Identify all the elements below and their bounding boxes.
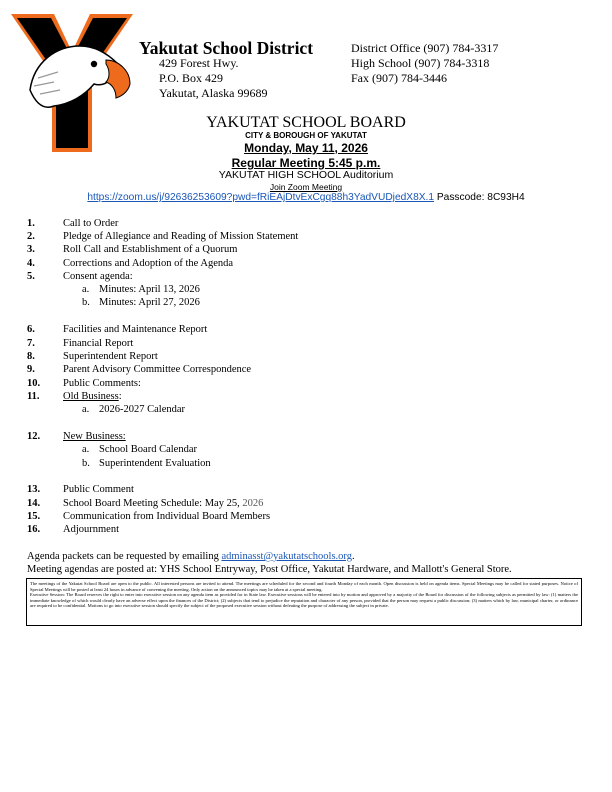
- agenda-text: Call to Order: [63, 218, 119, 229]
- agenda-text: Public Comment: [63, 484, 134, 495]
- agenda-number: 8.: [27, 351, 35, 362]
- email-link[interactable]: adminasst@yakutatschools.org: [221, 551, 352, 562]
- notice-box: [26, 578, 582, 626]
- agenda-number: 4.: [27, 258, 35, 269]
- agenda-text: Communication from Individual Board Members: [63, 511, 271, 522]
- district-name: Yakutat School District: [139, 38, 314, 58]
- subitem-letter: a.: [82, 404, 90, 415]
- fax-number: Fax (907) 784-3446: [351, 71, 447, 85]
- agenda-text: Corrections and Adoption of the Agenda: [63, 258, 234, 269]
- old-business-colon: :: [118, 391, 122, 402]
- address-city: Yakutat, Alaska 99689: [159, 86, 268, 100]
- subitem-letter: a.: [82, 444, 90, 455]
- zoom-passcode: Passcode: 8C93H4: [436, 192, 525, 203]
- agenda-number: 1.: [27, 218, 35, 229]
- subitem-text: School Board Calendar: [99, 444, 197, 455]
- zoom-line: [0, 192, 612, 203]
- agenda-number: 15.: [27, 511, 41, 522]
- agenda-text: Roll Call and Establishment of a Quorum: [63, 244, 238, 255]
- agenda-number: 3.: [27, 244, 35, 255]
- agenda-text: Facilities and Maintenance Report: [63, 324, 208, 335]
- agenda-text: Pledge of Allegiance and Reading of Mission Statement: [63, 231, 299, 242]
- address-street: 429 Forest Hwy.: [159, 56, 239, 70]
- address-po-box: P.O. Box 429: [159, 71, 224, 85]
- agenda-text-old-business: [63, 391, 122, 402]
- zoom-link[interactable]: https://zoom.us/j/92636253609?pwd=fRiEAjDtvExCgq88h3YadVUDjedX8X.1: [87, 192, 435, 203]
- packets-end: .: [351, 551, 355, 562]
- agenda-number: 7.: [27, 338, 35, 349]
- subitem-text: 2026-2027 Calendar: [99, 404, 186, 415]
- schedule-text: School Board Meeting Schedule: May 25,: [63, 498, 243, 509]
- subitem-letter: a.: [82, 284, 90, 295]
- agenda-text: Parent Advisory Committee Correspondence: [63, 364, 252, 375]
- notice-meetings: The meetings of the Yakutat School Board are open to the public. All interested persons are invited to attend. The meetings are scheduled for the second and fourth Monday of each month. Open discussion is held on agenda items. Special Meetings may be called for stated purposes. Notice of Special Meetings will be posted at least 24 hours in advance of convening the meeting. Only action on the announced topics may be taken at a special meeting.: [30, 581, 578, 592]
- agenda-number: 2.: [27, 231, 35, 242]
- notice-executive-session: Executive Session: The Board reserves the right to enter into executive session on any agenda item as provided for in State law. Executive sessions will be entered into by motion and approved by a majority of the Board for discussion of the following subjects as permitted by law: (1) matters the immediate knowledge of which would clearly have an adverse effect upon the finances of the District; (2) subjects that tend to prejudice the reputation and character of any person, provided that the person may request a public discussion; (3) matters which by law, municipal charter, or ordinance are required to be confidential. Motions to go into executive session should specify the subject of the proposed executive session without defeating the purpose of addressing the subject in private.: [30, 592, 578, 609]
- old-business-heading: Old Business: [63, 391, 119, 402]
- agenda-number: 13.: [27, 484, 41, 495]
- meeting-date: Monday, May 11, 2026: [244, 141, 368, 155]
- agenda-text: Consent agenda:: [63, 271, 133, 282]
- agenda-text: Public Comments:: [63, 378, 141, 389]
- posted-locations: Meeting agendas are posted at: YHS School Entryway, Post Office, Yakutat Hardware, and Mallott's General Store.: [27, 564, 512, 575]
- new-business-heading: New Business:: [63, 431, 126, 442]
- zoom-join-label[interactable]: Join Zoom Meeting: [269, 182, 343, 192]
- agenda-number: 11.: [27, 391, 40, 402]
- packets-line: [27, 551, 355, 562]
- subitem-text: Superintendent Evaluation: [99, 458, 211, 469]
- board-title: YAKUTAT SCHOOL BOARD: [206, 114, 406, 131]
- agenda-number: 14.: [27, 498, 41, 509]
- subitem-letter: b.: [82, 458, 90, 469]
- city-borough: CITY & BOROUGH OF YAKUTAT: [245, 131, 367, 140]
- agenda-text: Financial Report: [63, 338, 134, 349]
- meeting-location: YAKUTAT HIGH SCHOOL Auditorium: [218, 169, 394, 181]
- agenda-text: Superintendent Report: [63, 351, 158, 362]
- agenda-number: 12.: [27, 431, 41, 442]
- agenda-number: 16.: [27, 524, 41, 535]
- high-school-phone: High School (907) 784-3318: [351, 56, 490, 70]
- district-office-phone: District Office (907) 784-3317: [351, 41, 499, 55]
- meeting-time: Regular Meeting 5:45 p.m.: [231, 156, 381, 170]
- schedule-year: 2026: [242, 498, 264, 509]
- agenda-number: 10.: [27, 378, 41, 389]
- agenda-text: [63, 498, 263, 509]
- subitem-letter: b.: [82, 297, 90, 308]
- agenda-number: 5.: [27, 271, 35, 282]
- subitem-text: Minutes: April 27, 2026: [99, 297, 200, 308]
- agenda-number: 9.: [27, 364, 35, 375]
- agenda-text: Adjournment: [63, 524, 119, 535]
- subitem-text: Minutes: April 13, 2026: [99, 284, 200, 295]
- packets-text: Agenda packets can be requested by emailing: [27, 551, 222, 562]
- agenda-number: 6.: [27, 324, 35, 335]
